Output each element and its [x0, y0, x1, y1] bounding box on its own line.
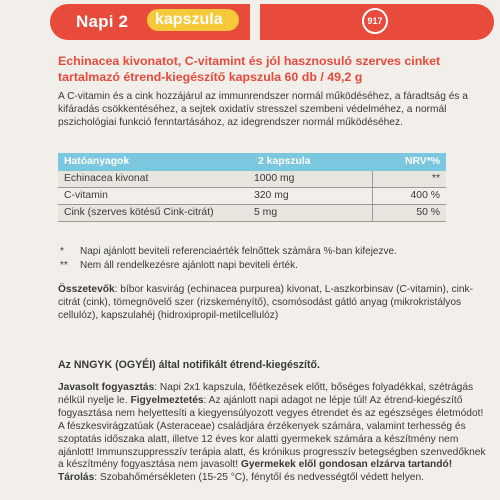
table-row	[58, 171, 446, 188]
notification-statement: Az NNGYK (OGYÉI) által notifikált étrend-kiegészítő.	[58, 359, 320, 371]
header-active-ingredients: Hatóanyagok	[64, 156, 130, 167]
ingredient-amount: 320 mg	[254, 190, 289, 201]
ingredients-paragraph	[58, 283, 490, 322]
intro-text: A C-vitamin és a cink hozzájárul az immunrendszer normál működéséhez, a fáradtság és a kifáradás csökkentéséhez, a sejtek oxidatív stresszel szembeni védelméhez, a normál pszichológiai funkció fenntartásához, az idegrendszer normál működéséhez.	[58, 91, 468, 128]
dose-label: Napi 2	[76, 12, 129, 31]
table-header	[58, 153, 446, 171]
ingredients-text: : bíbor kasvirág (echinacea purpurea) kivonat, L-aszkorbinsav (C-vitamin), cink-citrát (cink), tömegnövelő szer (rizskeményítő), csomósodást gátló anyag (mikrokristályos cellulóz), kapszulahéj (hidroxipropil-metilcellulóz)	[58, 284, 474, 321]
storage-text: : Szobahőmérsékleten (15-25 °C), fénytől és nedvességtől védett helyen.	[94, 472, 424, 484]
footnote-mark: *	[60, 246, 64, 257]
header-nrv: NRV*%	[404, 156, 440, 167]
table-row	[58, 188, 446, 205]
footnote-text: Napi ajánlott beviteli referenciaérték felnőttek számára %-ban kifejezve.	[80, 246, 397, 257]
footnote-text: Nem áll rendelkezésre ajánlott napi beviteli érték.	[80, 260, 298, 271]
nutrition-table	[58, 153, 446, 222]
header-dose: 2 kapszula	[258, 156, 311, 167]
warning-label: Figyelmeztetés	[130, 394, 204, 406]
warning-text: : Az ajánlott napi adagot ne lépje túl! Az étrend-kiegészítő fogyasztása nem helyettesíti a kiegyensúlyozott vegyes étrendet és az egészséges életmódot! A fészkesvirágzatúak (Asteraceae) családjára érzékenyek számára, valamint terhesség és szoptatás időszaka alatt, illetve 12 éves kor alatti gyermekek számára a készítmény nem ajánlott! Immunszuppresszív terápia alatt, és krónikus progresszív betegségben szenvedőknek a készítmény fogyasztása nem javasolt!	[58, 394, 486, 471]
product-title: Echinacea kivonatot, C-vitamint és jól hasznosuló szerves cinket tartalmazó étrend-kiegészítő kapszula 60 db / 49,2 g	[58, 54, 441, 84]
ingredient-name: Echinacea kivonat	[64, 173, 149, 184]
brand-917-logo-icon: 917	[362, 8, 388, 34]
ingredient-nrv: 50 %	[416, 207, 440, 218]
ingredient-amount: 1000 mg	[254, 173, 295, 184]
footnote-mark: **	[60, 260, 68, 271]
ingredient-amount: 5 mg	[254, 207, 278, 218]
ingredient-nrv: 400 %	[410, 190, 440, 201]
usage-text: : Napi 2x1 kapszula, főétkezések előtt, bőséges folyadékkal, szétrágás nélkül nyelje le.	[58, 382, 474, 406]
ingredient-name: C-vitamin	[64, 190, 108, 201]
table-row	[58, 205, 446, 222]
storage-label: Tárolás	[58, 472, 95, 484]
column-divider	[372, 205, 373, 221]
ingredients-label: Összetevők	[58, 284, 115, 295]
form-badge: kapszula	[147, 9, 239, 31]
child-safety-warning: Gyermekek elől gondosan elzárva tartandó!	[240, 459, 453, 471]
ingredient-name: Cink (szerves kötésű Cink-citrát)	[64, 207, 214, 218]
column-divider	[372, 188, 373, 204]
ingredient-nrv: **	[431, 173, 440, 184]
usage-paragraph	[58, 382, 490, 485]
column-divider	[372, 171, 373, 187]
usage-label: Javasolt fogyasztás	[58, 382, 155, 393]
